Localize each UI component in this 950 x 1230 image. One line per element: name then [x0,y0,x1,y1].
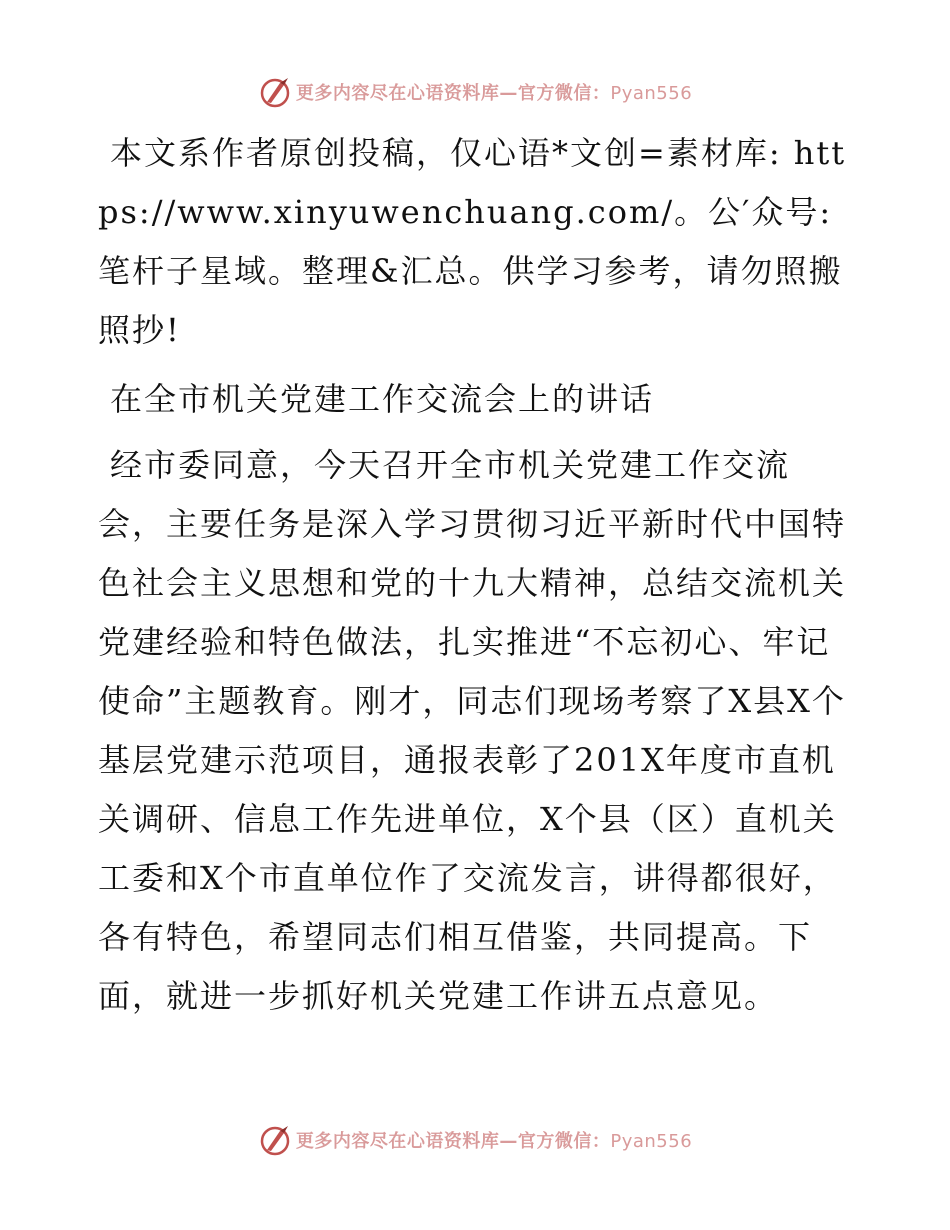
header-watermark-site: 更多内容尽在心语资料库—官方微信： [295,83,611,104]
header-watermark-banner [0,72,950,112]
footer-watermark-text [296,1127,692,1153]
speech-title: 在全市机关党建工作交流会上的讲话 [110,380,655,418]
footer-watermark-handle: Pyan556 [610,1131,693,1152]
header-watermark-handle: Pyan556 [610,83,693,104]
quill-pen-logo-icon [258,1123,292,1157]
copyright-notice: 本文系作者原创投稿，仅心语*文创=素材库: https://www.xinyuwenchuang.com/。公′众号: 笔杆子星域。整理&汇总。供学习参考，请勿照搬照抄! [98,134,847,349]
quill-pen-logo-icon [258,75,292,109]
body-paragraph: 经市委同意，今天召开全市机关党建工作交流会，主要任务是深入学习贯彻习近平新时代中国特色社会主义思想和党的十九大精神，总结交流机关党建经验和特色做法，扎实推进“不忘初心、牢记使命”主题教育。刚才，同志们现场考察了X县X个基层党建示范项目，通报表彰了201X年度市直机关调研、信息工作先进单位，X个县（区）直机关工委和X个市直单位作了交流发言，讲得都很好，各有特色，希望同志们相互借鉴，共同提高。下面，就进一步抓好机关党建工作讲五点意见。 [98,446,847,1015]
header-watermark-text [296,79,692,105]
footer-watermark-banner [0,1120,950,1160]
footer-watermark-site: 更多内容尽在心语资料库—官方微信： [295,1131,611,1152]
